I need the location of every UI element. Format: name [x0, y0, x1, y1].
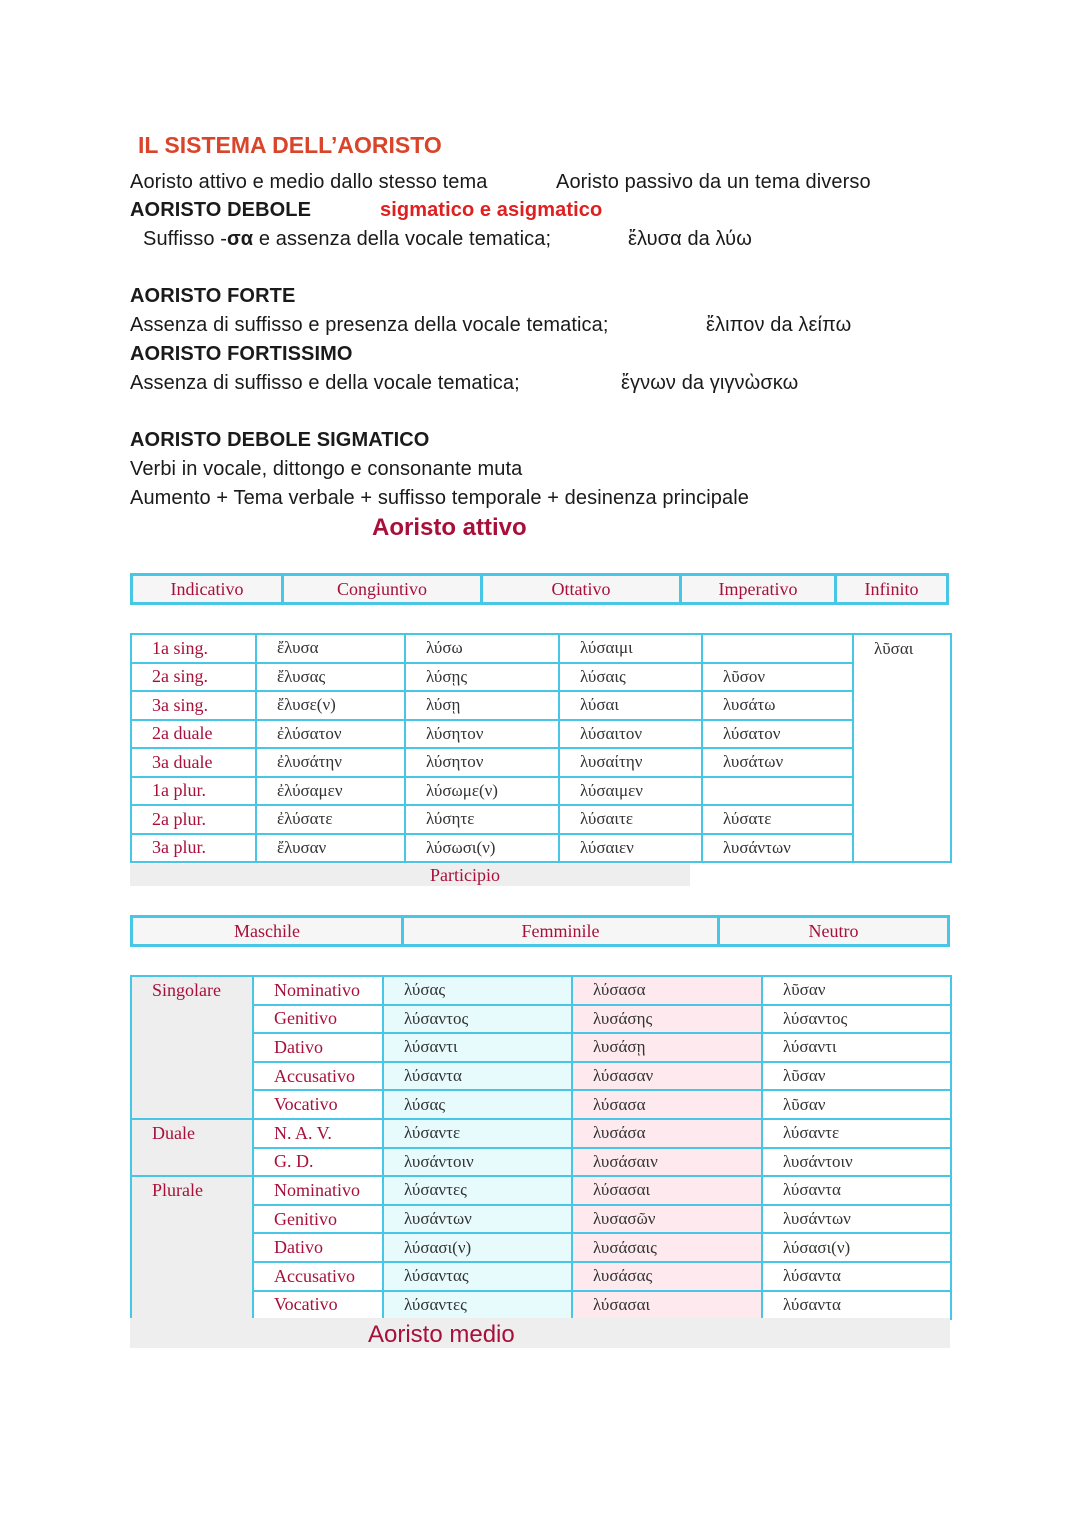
participle-case-cell: Genitivo [253, 1005, 383, 1034]
fortissimo-example: ἔγνων da γιγνὼσκω [621, 372, 799, 394]
participle-fem-cell: λύσασαι [572, 1176, 762, 1205]
verb-indicative-cell: ἔλυσας [256, 663, 405, 692]
participle-row [131, 1291, 951, 1320]
number-plurale: Plurale [131, 1176, 253, 1319]
verb-optative-cell: λύσαις [559, 663, 702, 692]
participle-fem-cell: λυσάσαις [572, 1233, 762, 1262]
verb-person-cell: 3a plur. [131, 834, 256, 863]
participle-neut-cell: λύσαντι [762, 1033, 951, 1062]
verb-person-cell: 2a plur. [131, 805, 256, 834]
participle-row [131, 976, 951, 1005]
participle-case-cell: Accusativo [253, 1262, 383, 1291]
verb-row [131, 634, 951, 663]
participle-row [131, 1233, 951, 1262]
participle-row [131, 1033, 951, 1062]
verb-person-cell: 1a plur. [131, 777, 256, 806]
verb-person-cell: 3a duale [131, 748, 256, 777]
verb-row [131, 663, 951, 692]
participle-masc-cell: λύσαντες [383, 1176, 572, 1205]
verb-table-body [131, 634, 951, 862]
debole-heading: AORISTO DEBOLE [130, 199, 312, 221]
fortissimo-heading: AORISTO FORTISSIMO [130, 343, 353, 365]
verb-row [131, 805, 951, 834]
mood-ottativo: Ottativo [483, 576, 682, 602]
debole-desc-suffix: σα [227, 228, 254, 250]
participle-masc-cell: λύσας [383, 1090, 572, 1119]
intro-left: Aoristo attivo e medio dallo stesso tema [130, 171, 488, 193]
participle-row [131, 1062, 951, 1091]
verb-subjunctive-cell: λύσωσι(ν) [405, 834, 559, 863]
participle-row [131, 1005, 951, 1034]
verb-optative-cell: λύσαι [559, 691, 702, 720]
verb-person-cell: 1a sing. [131, 634, 256, 663]
verb-subjunctive-cell: λύσῃ [405, 691, 559, 720]
verb-indicative-cell: ἐλυσάτην [256, 748, 405, 777]
verb-subjunctive-cell: λύσητον [405, 720, 559, 749]
participle-neut-cell: λύσαντα [762, 1262, 951, 1291]
forte-example: ἔλιπον da λείπω [706, 314, 852, 336]
participle-case-cell: G. D. [253, 1148, 383, 1177]
verb-imperative-cell: λύσατε [702, 805, 853, 834]
participle-neut-cell: λυσάντων [762, 1205, 951, 1234]
verb-imperative-cell: λύσατον [702, 720, 853, 749]
sigmatico-line2: Aumento + Tema verbale + suffisso temporale + desinenza principale [130, 487, 750, 509]
participle-neut-cell: λύσαντος [762, 1005, 951, 1034]
participle-case-cell: Genitivo [253, 1205, 383, 1234]
verb-subjunctive-cell: λύσητον [405, 748, 559, 777]
verb-person-cell: 2a duale [131, 720, 256, 749]
participle-masc-cell: λύσαντος [383, 1005, 572, 1034]
participle-fem-cell: λυσάσῃ [572, 1033, 762, 1062]
participle-case-cell: Nominativo [253, 1176, 383, 1205]
forte-desc: Assenza di suffisso e presenza della vocale tematica; [130, 314, 609, 336]
debole-desc [143, 228, 551, 251]
verb-imperative-cell [702, 634, 853, 663]
verb-subjunctive-cell: λύσω [405, 634, 559, 663]
gender-neutro: Neutro [808, 920, 859, 941]
verb-row [131, 777, 951, 806]
moods-header [130, 573, 949, 605]
debole-subtitle: sigmatico e asigmatico [380, 199, 603, 221]
participle-case-cell: Vocativo [253, 1291, 383, 1320]
participle-table-body [131, 976, 951, 1319]
participle-neut-cell: λύσασι(ν) [762, 1233, 951, 1262]
verb-optative-cell: λύσαιμεν [559, 777, 702, 806]
participle-table [130, 975, 952, 1320]
verb-row [131, 834, 951, 863]
participle-masc-cell: λυσάντων [383, 1205, 572, 1234]
verb-row [131, 720, 951, 749]
participle-neut-cell: λῦσαν [762, 976, 951, 1005]
mood-imperativo: Imperativo [682, 576, 837, 602]
verb-imperative-cell: λυσάτω [702, 691, 853, 720]
mood-indicativo: Indicativo [133, 576, 284, 602]
participle-masc-cell: λύσασι(ν) [383, 1233, 572, 1262]
participle-row [131, 1090, 951, 1119]
verb-row [131, 748, 951, 777]
verb-subjunctive-cell: λύσῃς [405, 663, 559, 692]
participle-fem-cell: λυσάσαιν [572, 1148, 762, 1177]
verb-indicative-cell: ἔλυσε(ν) [256, 691, 405, 720]
participle-neut-cell: λύσαντα [762, 1176, 951, 1205]
mood-infinito: Infinito [864, 578, 919, 599]
participle-fem-cell: λύσασα [572, 1090, 762, 1119]
medio-title: Aoristo medio [368, 1321, 515, 1348]
participle-fem-cell: λύσασαι [572, 1291, 762, 1320]
genders-header [130, 915, 950, 947]
verb-subjunctive-cell: λύσωμε(ν) [405, 777, 559, 806]
participle-neut-cell: λύσαντα [762, 1291, 951, 1320]
participle-fem-cell: λύσασαν [572, 1062, 762, 1091]
verb-indicative-cell: ἐλύσατον [256, 720, 405, 749]
participle-fem-cell: λυσάσης [572, 1005, 762, 1034]
intro-right: Aoristo passivo da un tema diverso [556, 171, 871, 193]
participle-row [131, 1119, 951, 1148]
participle-row [131, 1176, 951, 1205]
number-singolare: Singolare [131, 976, 253, 1119]
number-duale: Duale [131, 1119, 253, 1176]
participle-neut-cell: λῦσαν [762, 1090, 951, 1119]
verb-person-cell: 2a sing. [131, 663, 256, 692]
debole-example: ἔλυσα da λύω [628, 228, 752, 250]
participle-case-cell: Dativo [253, 1033, 383, 1062]
participle-case-cell: Accusativo [253, 1062, 383, 1091]
verb-infinitive-cell: λῦσαι [853, 634, 951, 862]
participle-neut-cell: λύσαντε [762, 1119, 951, 1148]
participle-masc-cell: λύσαντες [383, 1291, 572, 1320]
participle-neut-cell: λῦσαν [762, 1062, 951, 1091]
verb-optative-cell: λύσαιμι [559, 634, 702, 663]
participio-strip [130, 864, 690, 886]
medio-strip [130, 1318, 950, 1348]
verb-optative-cell: λυσαίτην [559, 748, 702, 777]
verb-indicative-cell: ἐλύσαμεν [256, 777, 405, 806]
verb-table [130, 633, 952, 863]
participle-row [131, 1148, 951, 1177]
participle-case-cell: N. A. V. [253, 1119, 383, 1148]
participle-row [131, 1262, 951, 1291]
verb-optative-cell: λύσαιτε [559, 805, 702, 834]
participle-masc-cell: λύσαντι [383, 1033, 572, 1062]
attivo-title: Aoristo attivo [372, 514, 527, 541]
participle-case-cell: Nominativo [253, 976, 383, 1005]
forte-heading: AORISTO FORTE [130, 285, 296, 307]
verb-indicative-cell: ἔλυσα [256, 634, 405, 663]
verb-imperative-cell [702, 777, 853, 806]
verb-imperative-cell: λῦσον [702, 663, 853, 692]
fortissimo-desc: Assenza di suffisso e della vocale tematica; [130, 372, 520, 394]
verb-indicative-cell: ἐλύσατε [256, 805, 405, 834]
participle-fem-cell: λυσάσας [572, 1262, 762, 1291]
page-title: IL SISTEMA DELL’AORISTO [138, 132, 442, 158]
participle-masc-cell: λύσας [383, 976, 572, 1005]
participle-fem-cell: λυσάσα [572, 1119, 762, 1148]
gender-femminile: Femminile [404, 918, 720, 944]
verb-optative-cell: λύσαιεν [559, 834, 702, 863]
mood-congiuntivo: Congiuntivo [284, 576, 483, 602]
participle-masc-cell: λυσάντοιν [383, 1148, 572, 1177]
participle-fem-cell: λυσασῶν [572, 1205, 762, 1234]
verb-row [131, 691, 951, 720]
gender-maschile: Maschile [133, 918, 404, 944]
sigmatico-line1: Verbi in vocale, dittongo e consonante muta [130, 458, 523, 480]
participle-neut-cell: λυσάντοιν [762, 1148, 951, 1177]
verb-subjunctive-cell: λύσητε [405, 805, 559, 834]
verb-person-cell: 3a sing. [131, 691, 256, 720]
participle-masc-cell: λύσαντας [383, 1262, 572, 1291]
participio-label: Participio [430, 865, 500, 885]
verb-imperative-cell: λυσάτων [702, 748, 853, 777]
debole-desc-prefix: Suffisso - [143, 228, 227, 250]
participle-case-cell: Dativo [253, 1233, 383, 1262]
sigmatico-heading: AORISTO DEBOLE SIGMATICO [130, 429, 430, 451]
participle-fem-cell: λύσασα [572, 976, 762, 1005]
verb-imperative-cell: λυσάντων [702, 834, 853, 863]
verb-indicative-cell: ἔλυσαν [256, 834, 405, 863]
participle-case-cell: Vocativo [253, 1090, 383, 1119]
participle-row [131, 1205, 951, 1234]
participle-masc-cell: λύσαντα [383, 1062, 572, 1091]
participle-masc-cell: λύσαντε [383, 1119, 572, 1148]
verb-optative-cell: λύσαιτον [559, 720, 702, 749]
debole-desc-rest: e assenza della vocale tematica; [253, 228, 552, 250]
